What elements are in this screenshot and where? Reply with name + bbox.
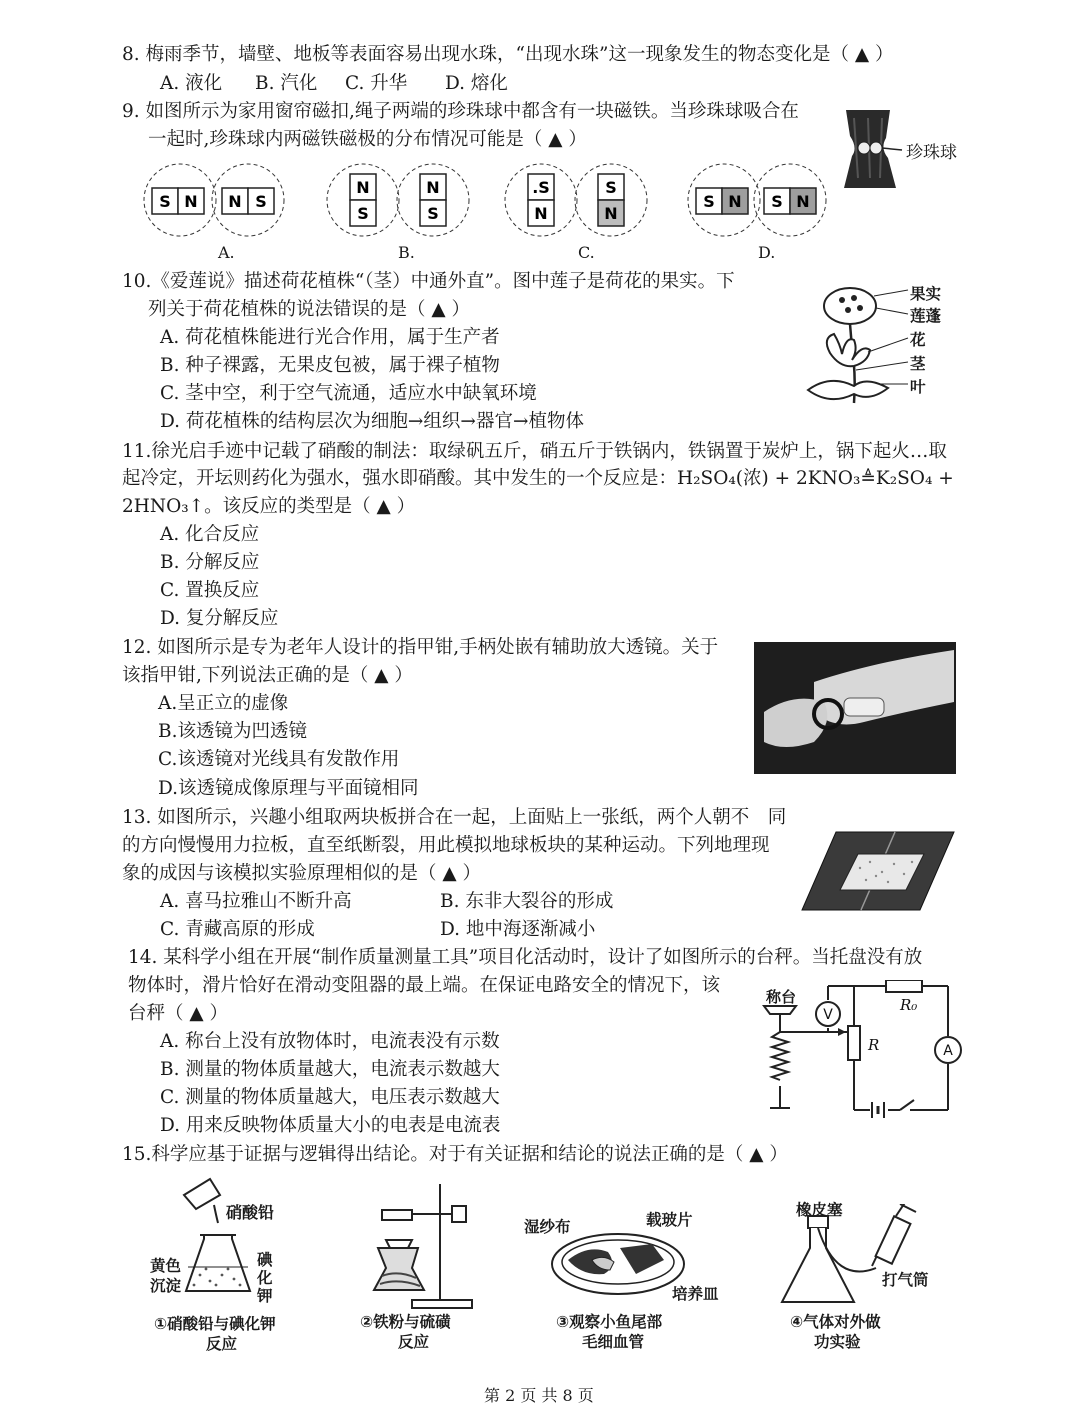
magnet-c1-pole2: N [534, 204, 548, 223]
magnet-b1-pole2: S [357, 204, 369, 223]
q9-stem-2: 一起时,珍珠球内两磁铁磁极的分布情况可能是（ ▲ ） [148, 129, 587, 150]
exp3-caption-2: 毛细血管 [582, 1333, 645, 1351]
q11-stem-1: 11.徐光启手迹中记载了硝酸的制法：取绿矾五斤，硝五斤于铁锅内，铁锅置于炭炉上，锅下起火…取 [122, 441, 947, 462]
magnet-a1-pole2: N [184, 192, 198, 211]
lotus-label-fruit: 果实 [910, 285, 942, 303]
lotus-label-flower: 花 [910, 331, 926, 349]
exp3-label-gauze: 湿纱布 [524, 1218, 571, 1236]
lotus-label-seedpod: 莲蓬 [910, 307, 942, 325]
rheostat-label: R [868, 1036, 880, 1054]
q14-stem-3: 台秤（ ▲ ） [128, 1003, 228, 1024]
q14-option-d: D. 用来反映物体质量大小的电表是电流表 [160, 1115, 501, 1136]
q9-fig-d-label: D. [758, 243, 776, 262]
q10-stem-2: 列关于荷花植株的说法错误的是（ ▲ ） [148, 299, 470, 320]
exp4-label-stopper: 橡皮塞 [796, 1201, 843, 1219]
q12-option-d: D.该透镜成像原理与平面镜相同 [158, 778, 419, 799]
resistor-label: R₀ [900, 996, 918, 1014]
ammeter-label: A [943, 1043, 953, 1059]
q11-option-b: B. 分解反应 [160, 552, 260, 573]
q12-stem-1: 12. 如图所示是专为老年人设计的指甲钳,手柄处嵌有辅助放大透镜。关于 [122, 637, 719, 658]
voltmeter-label: V [823, 1007, 833, 1023]
q14-option-c: C. 测量的物体质量越大，电压表示数越大 [160, 1087, 500, 1108]
q13-stem-2: 的方向慢慢用力拉板，直至纸断裂，用此模拟地球板块的某种运动。下列地理现 [122, 835, 770, 856]
q14-option-a: A. 称台上没有放物体时，电流表没有示数 [160, 1031, 500, 1052]
q11-option-d: D. 复分解反应 [160, 608, 279, 629]
q9-fig-c-label: C. [578, 243, 595, 262]
q14-option-b: B. 测量的物体质量越大，电流表示数越大 [160, 1059, 500, 1080]
exp1-label-right-2: 化 [257, 1269, 273, 1287]
exp3-label-dish: 培养皿 [672, 1285, 719, 1303]
magnet-c1-pole1: .S [532, 178, 550, 197]
q12-stem-2: 该指甲钳,下列说法正确的是（ ▲ ） [122, 665, 413, 686]
q10-stem-1: 10.《爱莲说》描述荷花植株“（茎）中通外直”。图中莲子是荷花的果实。下 [122, 271, 735, 292]
magnet-d1-pole2: N [728, 192, 742, 211]
q11-option-a: A. 化合反应 [160, 524, 260, 545]
q11-stem-3: 2HNO₃↑。该反应的类型是（ ▲ ） [122, 496, 416, 517]
q11-option-c: C. 置换反应 [160, 580, 260, 601]
exp1-caption-1: ①硝酸铅与碘化钾 [154, 1315, 276, 1333]
exp2-caption-2: 反应 [398, 1333, 430, 1351]
q14-stem-2: 物体时，滑片恰好在滑动变阻器的最上端。在保证电路安全的情况下，该 [128, 975, 721, 996]
q13-option-a: A. 喜马拉雅山不断升高 [160, 891, 352, 912]
magnet-c2-pole1: S [605, 178, 617, 197]
q12-option-b: B.该透镜为凹透镜 [158, 721, 307, 742]
magnet-d2-pole2: N [796, 192, 810, 211]
q10-option-c: C. 茎中空，利于空气流通，适应水中缺氧环境 [160, 383, 537, 404]
q8-option-a: A. 液化 [160, 73, 223, 94]
experiment-3-figure [548, 1230, 688, 1300]
exp4-label-pump: 打气筒 [882, 1271, 929, 1289]
exp1-label-left-2: 沉淀 [150, 1277, 182, 1295]
q13-option-c: C. 青藏高原的形成 [160, 919, 315, 940]
exp3-label-slide: 载玻片 [646, 1211, 693, 1229]
q8-stem: 8. 梅雨季节，墙壁、地板等表面容易出现水珠，“出现水珠”这一现象发生的物态变化是（ ▲ ） [122, 44, 894, 65]
magnet-d1-pole1: S [703, 192, 715, 211]
lotus-figure [800, 278, 915, 413]
q12-option-a: A.呈正立的虚像 [158, 693, 289, 714]
exp1-label-right-3: 钾 [257, 1287, 273, 1305]
magnet-a2-pole1: N [228, 192, 242, 211]
q10-option-a: A. 荷花植株能进行光合作用，属于生产者 [160, 327, 500, 348]
lotus-label-stem: 茎 [910, 355, 926, 373]
magnet-c2-pole2: N [604, 204, 618, 223]
pearl-ball-label: 珍珠球 [906, 143, 957, 163]
magnet-figures [138, 162, 838, 242]
plates-figure [800, 828, 956, 914]
exp1-caption-2: 反应 [206, 1335, 238, 1353]
q15-stem: 15.科学应基于证据与逻辑得出结论。对于有关证据和结论的说法正确的是（ ▲ ） [122, 1144, 788, 1165]
exp1-label-right-1: 碘 [257, 1251, 273, 1269]
q10-option-b: B. 种子裸露，无果皮包被，属于裸子植物 [160, 355, 500, 376]
q13-option-b: B. 东非大裂谷的形成 [440, 891, 614, 912]
q9-fig-a-label: A. [218, 243, 235, 262]
q8-option-d: D. 熔化 [445, 73, 508, 94]
magnet-d2-pole1: S [771, 192, 783, 211]
magnet-a2-pole2: S [255, 192, 267, 211]
q8-option-b: B. 汽化 [255, 73, 318, 94]
magnet-b1-pole1: N [356, 178, 370, 197]
platform-label: 称台 [766, 988, 797, 1006]
q10-option-d: D. 荷花植株的结构层次为细胞→组织→器官→植物体 [160, 411, 584, 432]
q12-option-c: C.该透镜对光线具有发散作用 [158, 749, 400, 770]
exp2-caption-1: ②铁粉与硫磺 [360, 1313, 451, 1331]
exp3-caption-1: ③观察小鱼尾部 [556, 1313, 663, 1331]
exp4-caption-1: ④气体对外做 [790, 1313, 881, 1331]
exp1-label-top: 硝酸铅 [226, 1203, 275, 1222]
q13-stem-3: 象的成因与该模拟实验原理相似的是（ ▲ ） [122, 863, 481, 884]
experiment-1-figure [180, 1175, 290, 1310]
q13-option-d: D. 地中海逐渐减小 [440, 919, 596, 940]
exp1-label-left-1: 黄色 [150, 1257, 182, 1275]
magnet-b2-pole2: S [427, 204, 439, 223]
q13-stem-1: 13. 如图所示，兴趣小组取两块板拼合在一起，上面贴上一张纸，两个人朝不 同 [122, 807, 787, 828]
q14-stem-1: 14. 某科学小组在开展“制作质量测量工具”项目化活动时，设计了如图所示的台秤。当托盘没有放 [128, 947, 923, 968]
magnet-b2-pole1: N [426, 178, 440, 197]
magnet-a1-pole1: S [159, 192, 171, 211]
page-footer: 第 2 页 共 8 页 [484, 1386, 594, 1405]
exp4-caption-2: 功实验 [814, 1333, 861, 1351]
q9-stem-1: 9. 如图所示为家用窗帘磁扣,绳子两端的珍珠球中都含有一块磁铁。当珍珠球吸合在 [122, 101, 799, 122]
nail-clipper-photo [754, 642, 956, 774]
q8-option-c: C. 升华 [345, 73, 408, 94]
lotus-label-leaf: 叶 [910, 378, 926, 396]
q11-stem-2: 起冷定，开坛则药化为强水，强水即硝酸。其中发生的一个反应是：H₂SO₄(浓) + 2KNO₃≜K₂SO₄ + [122, 468, 954, 489]
experiment-2-figure [372, 1180, 482, 1310]
q9-fig-b-label: B. [398, 243, 415, 262]
